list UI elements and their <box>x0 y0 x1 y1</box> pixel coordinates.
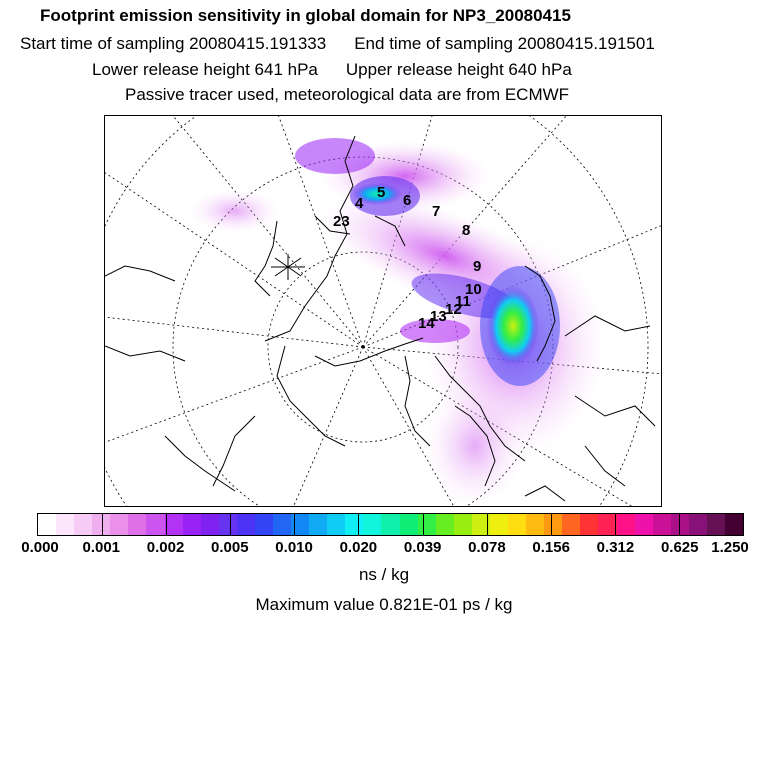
release-heights <box>92 60 768 80</box>
colorbar-segment <box>617 514 635 535</box>
colorbar-segment <box>635 514 653 535</box>
colorbar-tick-label: 0.020 <box>339 539 378 556</box>
colorbar-tick-label: 0.156 <box>532 539 570 556</box>
colorbar-segment <box>526 514 544 535</box>
track-label: 8 <box>462 222 471 239</box>
colorbar-segment <box>418 514 436 535</box>
colorbar-tick <box>230 514 231 535</box>
colorbar-segment <box>580 514 598 535</box>
sampling-times <box>20 34 768 54</box>
colorbar-tick-label: 0.005 <box>211 539 249 556</box>
colorbar-segment <box>309 514 327 535</box>
colorbar-segment <box>146 514 164 535</box>
colorbar-segment <box>201 514 219 535</box>
track-label: 7 <box>432 203 441 220</box>
colorbar-segment <box>165 514 183 535</box>
colorbar-tick-label: 0.312 <box>596 539 635 556</box>
colorbar-segment <box>327 514 345 535</box>
upper-release-label: Upper release height 640 hPa <box>345 60 572 79</box>
track-label: 10 <box>465 281 482 298</box>
start-time-label: Start time of sampling 20080415.191333 <box>20 34 327 53</box>
colorbar-segment <box>183 514 201 535</box>
colorbar-segment <box>381 514 399 535</box>
colorbar-segment <box>598 514 616 535</box>
colorbar-tick <box>551 514 552 535</box>
track-label: 4 <box>355 195 364 212</box>
colorbar-tick-label: 0.000 <box>21 539 59 556</box>
colorbar-segment <box>255 514 273 535</box>
track-label: 5 <box>377 184 386 201</box>
colorbar <box>37 513 744 536</box>
colorbar-tick-label: 0.078 <box>468 539 506 556</box>
colorbar-segment <box>237 514 255 535</box>
colorbar-tick-label: 0.039 <box>403 539 442 556</box>
track-label: 12 <box>445 301 462 318</box>
colorbar-segment <box>110 514 128 535</box>
colorbar-segment <box>436 514 454 535</box>
footprint-map <box>104 115 662 507</box>
colorbar-segment <box>400 514 418 535</box>
colorbar-segment <box>454 514 472 535</box>
emission-footprint <box>190 138 605 506</box>
colorbar-tick-label: 0.625 <box>660 539 699 556</box>
map-title: Footprint emission sensitivity in global domain for NP3_20080415 <box>40 6 571 25</box>
colorbar-segment <box>128 514 146 535</box>
colorbar-segment <box>74 514 92 535</box>
colorbar-segment <box>490 514 508 535</box>
track-label: 13 <box>430 308 447 325</box>
colorbar-segment <box>363 514 381 535</box>
colorbar-tick-label: 1.250 <box>711 539 749 556</box>
colorbar-segment <box>38 514 56 535</box>
colorbar-tick <box>166 514 167 535</box>
colorbar-tick-label: 0.002 <box>146 539 185 556</box>
colorbar-tick <box>487 514 488 535</box>
end-time-label: End time of sampling 20080415.191501 <box>354 34 655 53</box>
colorbar-tick <box>679 514 680 535</box>
colorbar-tick <box>102 514 103 535</box>
tracer-info: Passive tracer used, meteorological data are from ECMWF <box>125 85 570 104</box>
colorbar-tick <box>358 514 359 535</box>
colorbar-segment <box>219 514 237 535</box>
maximum-value-label: Maximum value 0.821E-01 ps / kg <box>255 595 513 614</box>
track-label: 23 <box>333 213 350 230</box>
track-label: 11 <box>455 293 471 310</box>
track-label: 14 <box>418 315 435 332</box>
colorbar-segment <box>345 514 363 535</box>
map-canvas <box>105 116 662 507</box>
track-label: 6 <box>403 192 412 209</box>
colorbar-segment <box>56 514 74 535</box>
colorbar-segment <box>653 514 671 535</box>
colorbar-tick <box>423 514 424 535</box>
track-label: 9 <box>473 258 482 275</box>
release-point-marker <box>271 254 305 280</box>
colorbar-segment <box>508 514 526 535</box>
colorbar-tick-label: 0.010 <box>275 539 313 556</box>
colorbar-segment <box>273 514 291 535</box>
colorbar-segment <box>725 514 743 535</box>
lower-release-label: Lower release height 641 hPa <box>92 60 318 79</box>
colorbar-segment <box>562 514 580 535</box>
colorbar-unit: ns / kg <box>358 565 410 584</box>
colorbar-segment <box>544 514 562 535</box>
colorbar-tick <box>294 514 295 535</box>
colorbar-segment <box>689 514 707 535</box>
colorbar-tick-label: 0.001 <box>82 539 121 556</box>
colorbar-segment <box>707 514 725 535</box>
colorbar-tick <box>615 514 616 535</box>
